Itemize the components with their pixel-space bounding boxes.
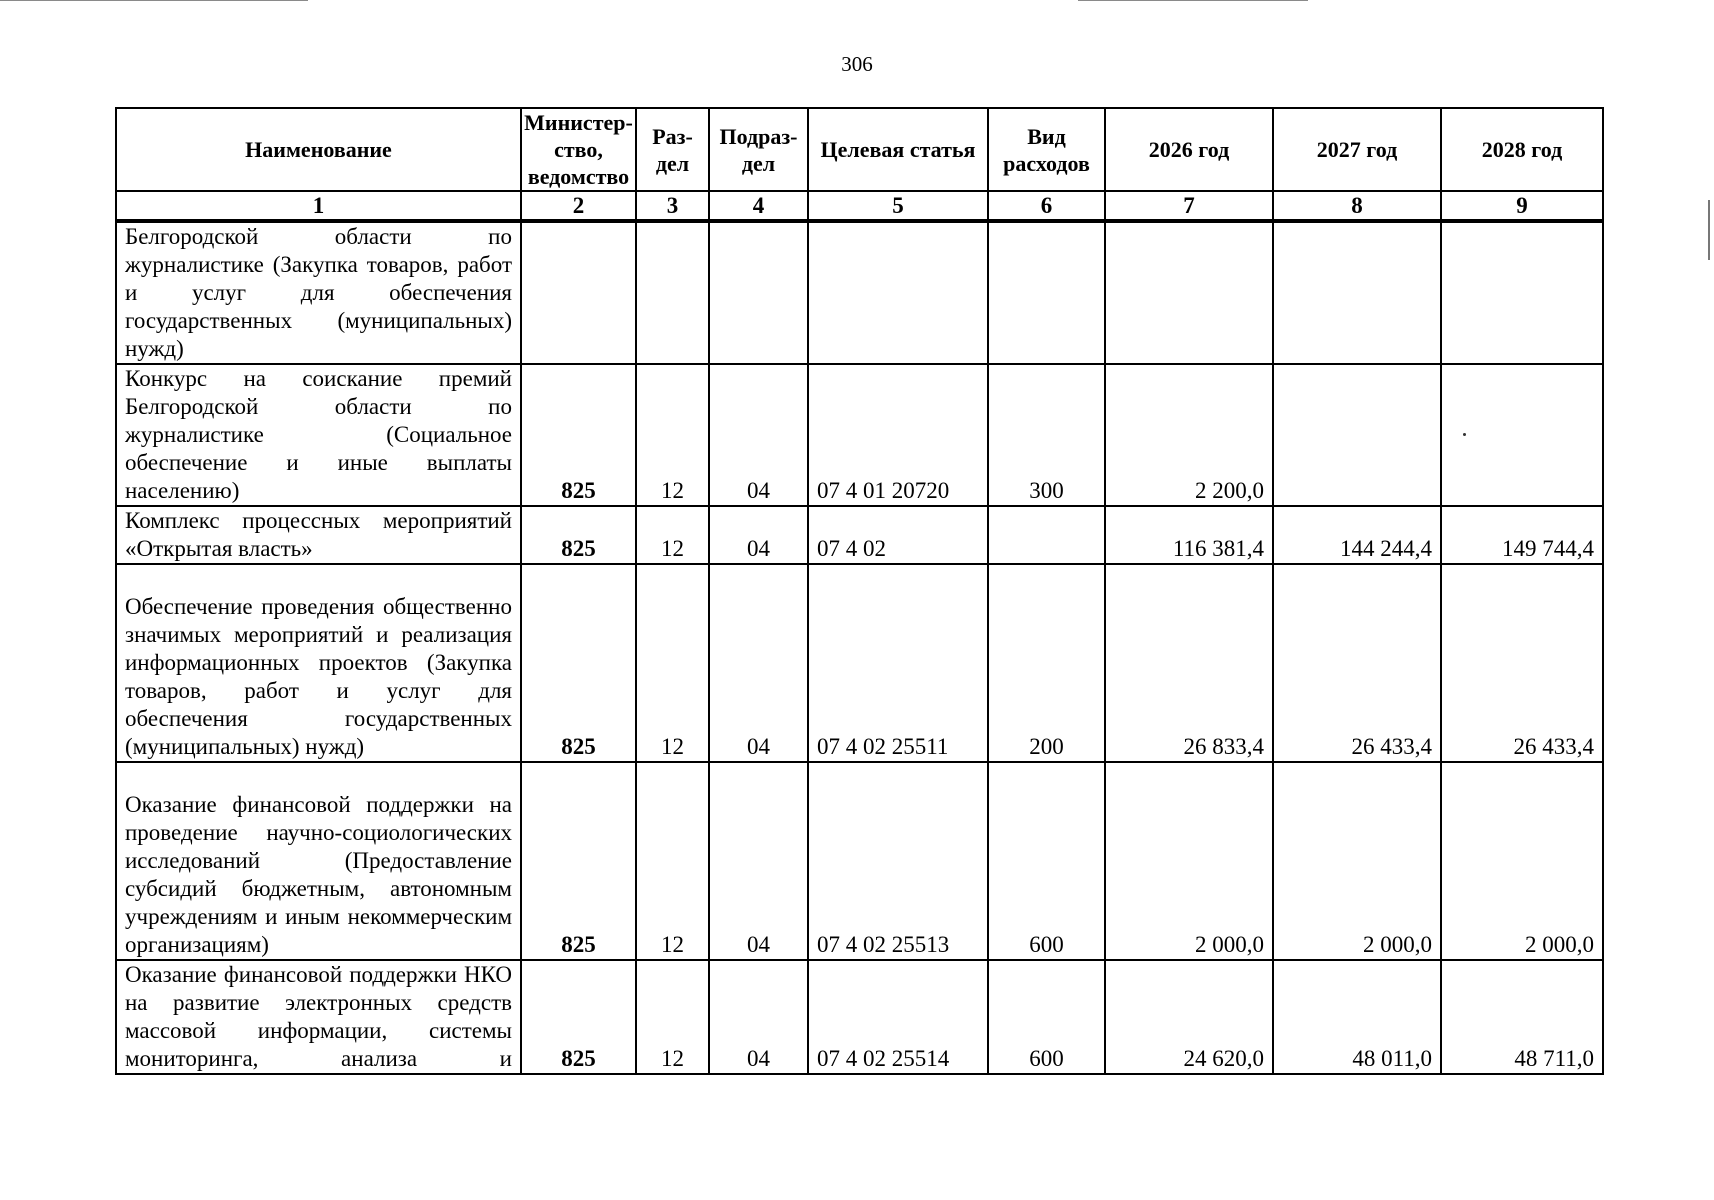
- header-expense-type: Вид расходов: [988, 108, 1105, 191]
- row-name: Обеспечение проведения общественно значимых мероприятий и реализация информационных проектов (Закупка товаров, работ и услуг для обеспечения государственных (муниципальных) нужд): [116, 564, 521, 762]
- header-year-2027: 2027 год: [1273, 108, 1441, 191]
- row-expense-type: 600: [988, 762, 1105, 960]
- header-ministry: Министер-ство, ведомство: [521, 108, 636, 191]
- scan-margin-mark: [1708, 200, 1710, 260]
- row-value-2026: 24 620,0: [1105, 960, 1273, 1074]
- header-row: [116, 108, 1603, 191]
- table-row: [116, 221, 1603, 364]
- row-target-article: 07 4 02 25514: [808, 960, 988, 1074]
- row-value-2027: 2 000,0: [1273, 762, 1441, 960]
- row-target-article: 07 4 02 25513: [808, 762, 988, 960]
- row-section: 12: [636, 564, 709, 762]
- row-value-2028: [1441, 221, 1603, 364]
- column-number: 5: [808, 191, 988, 221]
- row-value-2027: 144 244,4: [1273, 506, 1441, 564]
- row-section: 12: [636, 364, 709, 506]
- row-subsection: 04: [709, 506, 808, 564]
- row-section: 12: [636, 762, 709, 960]
- column-number: 1: [116, 191, 521, 221]
- row-ministry: 825: [521, 762, 636, 960]
- row-expense-type: [988, 221, 1105, 364]
- column-number: 7: [1105, 191, 1273, 221]
- column-number: 6: [988, 191, 1105, 221]
- row-value-2026: 2 200,0: [1105, 364, 1273, 506]
- table-row: [116, 960, 1603, 1074]
- header-target-article: Целевая статья: [808, 108, 988, 191]
- column-number: 2: [521, 191, 636, 221]
- row-name: Белгородской области по журналистике (Закупка товаров, работ и услуг для обеспечения государственных (муниципальных) нужд): [116, 221, 521, 364]
- row-subsection: [709, 221, 808, 364]
- row-expense-type: [988, 506, 1105, 564]
- page-number: 306: [841, 52, 873, 76]
- column-number-row: [116, 191, 1603, 221]
- row-subsection: 04: [709, 762, 808, 960]
- row-ministry: [521, 221, 636, 364]
- header-name: Наименование: [116, 108, 521, 191]
- row-ministry: 825: [521, 960, 636, 1074]
- row-value-2027: 26 433,4: [1273, 564, 1441, 762]
- row-ministry: 825: [521, 506, 636, 564]
- header-subsection: Подраз-дел: [709, 108, 808, 191]
- row-target-article: 07 4 02: [808, 506, 988, 564]
- row-value-2027: 48 011,0: [1273, 960, 1441, 1074]
- scan-edge-line: [0, 0, 308, 1]
- scan-edge-line: [1078, 0, 1308, 1]
- row-name: Комплекс процессных мероприятий «Открытая власть»: [116, 506, 521, 564]
- table-row: [116, 762, 1603, 960]
- row-value-2028: 26 433,4: [1441, 564, 1603, 762]
- row-target-article: [808, 221, 988, 364]
- row-target-article: 07 4 01 20720: [808, 364, 988, 506]
- row-name: Оказание финансовой поддержки на проведение научно-социологических исследований (Предоставление субсидий бюджетным, автономным учреждениям и иным некоммерческим организациям): [116, 762, 521, 960]
- row-expense-type: 200: [988, 564, 1105, 762]
- row-value-2026: 2 000,0: [1105, 762, 1273, 960]
- table-row: [116, 506, 1603, 564]
- row-expense-type: 600: [988, 960, 1105, 1074]
- column-number: 9: [1441, 191, 1603, 221]
- header-section: Раз-дел: [636, 108, 709, 191]
- row-section: [636, 221, 709, 364]
- row-value-2026: [1105, 221, 1273, 364]
- row-section: 12: [636, 506, 709, 564]
- row-value-2028: 2 000,0: [1441, 762, 1603, 960]
- row-value-2026: 26 833,4: [1105, 564, 1273, 762]
- column-number: 3: [636, 191, 709, 221]
- budget-table: [115, 107, 1604, 1075]
- header-year-2028: 2028 год: [1441, 108, 1603, 191]
- row-expense-type: 300: [988, 364, 1105, 506]
- row-value-2028: 48 711,0: [1441, 960, 1603, 1074]
- row-name: Конкурс на соискание премий Белгородской области по журналистике (Социальное обеспечение и иные выплаты населению): [116, 364, 521, 506]
- row-ministry: 825: [521, 364, 636, 506]
- row-value-2028: 149 744,4: [1441, 506, 1603, 564]
- column-number: 8: [1273, 191, 1441, 221]
- column-number: 4: [709, 191, 808, 221]
- table-row: [116, 364, 1603, 506]
- row-subsection: 04: [709, 364, 808, 506]
- row-value-2027: [1273, 364, 1441, 506]
- row-name: Оказание финансовой поддержки НКО на развитие электронных средств массовой информации, системы мониторинга, анализа и: [116, 960, 521, 1074]
- row-ministry: 825: [521, 564, 636, 762]
- row-target-article: 07 4 02 25511: [808, 564, 988, 762]
- row-subsection: 04: [709, 960, 808, 1074]
- row-value-2028: [1441, 364, 1603, 506]
- row-section: 12: [636, 960, 709, 1074]
- row-value-2027: [1273, 221, 1441, 364]
- row-value-2026: 116 381,4: [1105, 506, 1273, 564]
- row-subsection: 04: [709, 564, 808, 762]
- header-year-2026: 2026 год: [1105, 108, 1273, 191]
- table-row: [116, 564, 1603, 762]
